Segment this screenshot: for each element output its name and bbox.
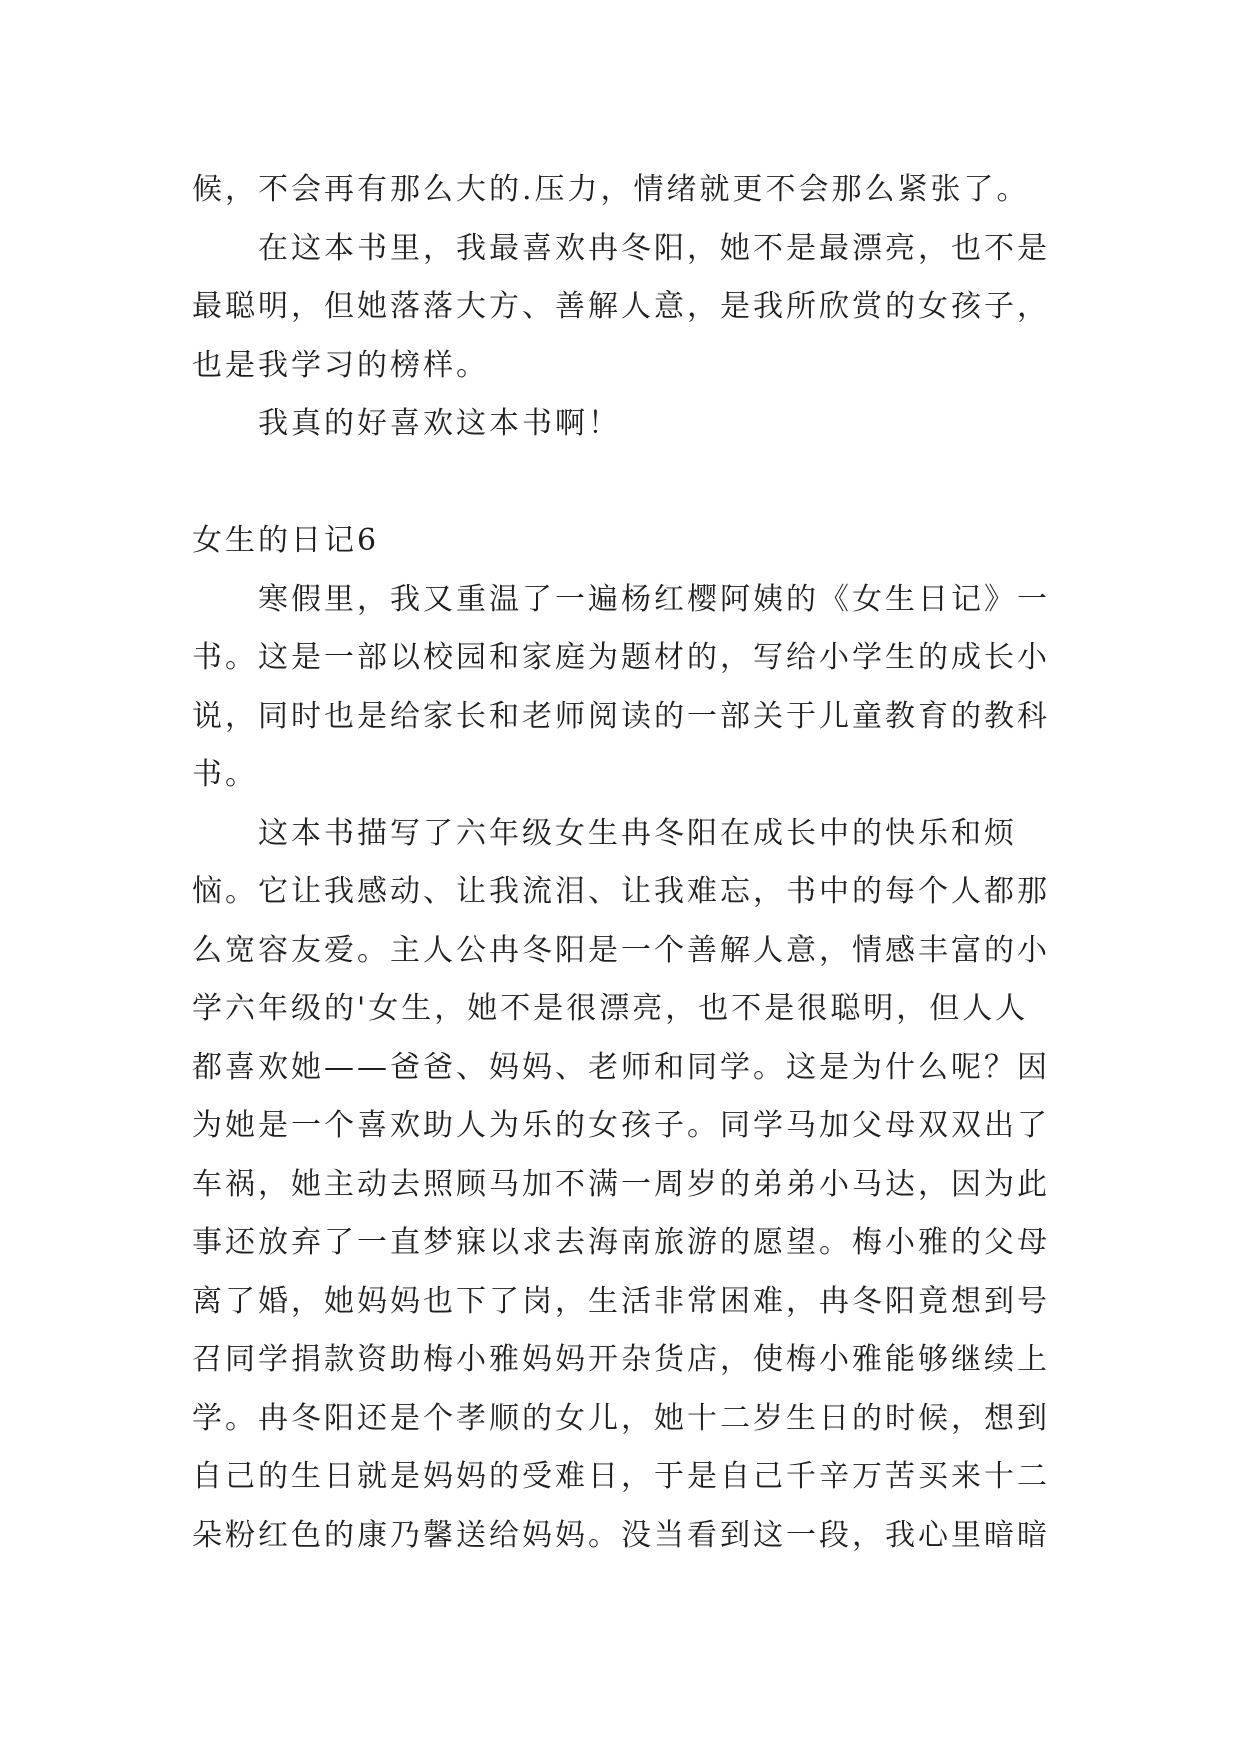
section-title: 女生的日记6	[192, 523, 380, 558]
paragraph	[192, 395, 1092, 454]
text-line: 书。这是一部以校园和家庭为题材的，写给小学生的成长小	[192, 640, 1050, 675]
text-line: 也是我学习的榜样。	[192, 347, 489, 383]
paragraph	[192, 805, 1092, 1566]
text-line: 为她是一个喜欢助人为乐的女孩子。同学马加父母双双出了	[192, 1108, 1050, 1143]
text-line: 学。冉冬阳还是个孝顺的女儿，她十二岁生日的时候，想到	[192, 1400, 1050, 1436]
text-line: 学六年级的'女生，她不是很漂亮，也不是很聪明，但人人	[192, 991, 1029, 1026]
text-line: 都喜欢她——爸爸、妈妈、老师和同学。这是为什么呢？因	[192, 1049, 1050, 1085]
text-line: 说，同时也是给家长和老师阅读的一部关于儿童教育的教科	[192, 698, 1050, 734]
text-line: 自己的生日就是妈妈的受难日，于是自己千辛万苦买来十二	[192, 1459, 1050, 1494]
text-line: 恼。它让我感动、让我流泪、让我难忘，书中的每个人都那	[192, 874, 1050, 909]
text-line: 车祸，她主动去照顾马加不满一周岁的弟弟小马达，因为此	[192, 1166, 1050, 1202]
paragraph	[192, 220, 1092, 396]
text-line: 候，不会再有那么大的.压力，情绪就更不会那么紧张了。	[192, 172, 1030, 207]
blank-line	[192, 454, 1092, 513]
text-line: 么宽容友爱。主人公冉冬阳是一个善解人意，情感丰富的小	[192, 932, 1050, 968]
paragraph	[192, 161, 1092, 220]
text-line: 最聪明，但她落落大方、善解人意，是我所欣赏的女孩子，	[192, 289, 1050, 324]
text-line: 在这本书里，我最喜欢冉冬阳，她不是最漂亮，也不是	[258, 230, 1050, 266]
text-line: 离了婚，她妈妈也下了岗，生活非常困难，冉冬阳竟想到号	[192, 1283, 1050, 1319]
text-line: 寒假里，我又重温了一遍杨红樱阿姨的《女生日记》一	[258, 581, 1050, 617]
document-body	[192, 161, 1092, 1565]
paragraph	[192, 571, 1092, 805]
text-line: 我真的好喜欢这本书啊！	[258, 406, 621, 441]
text-line: 事还放弃了一直梦寐以求去海南旅游的愿望。梅小雅的父母	[192, 1225, 1050, 1260]
text-line: 这本书描写了六年级女生冉冬阳在成长中的快乐和烦	[258, 815, 1017, 851]
text-line: 书。	[192, 757, 258, 792]
text-line: 召同学捐款资助梅小雅妈妈开杂货店，使梅小雅能够继续上	[192, 1342, 1050, 1377]
text-line: 朵粉红色的康乃馨送给妈妈。没当看到这一段，我心里暗暗	[192, 1517, 1050, 1553]
